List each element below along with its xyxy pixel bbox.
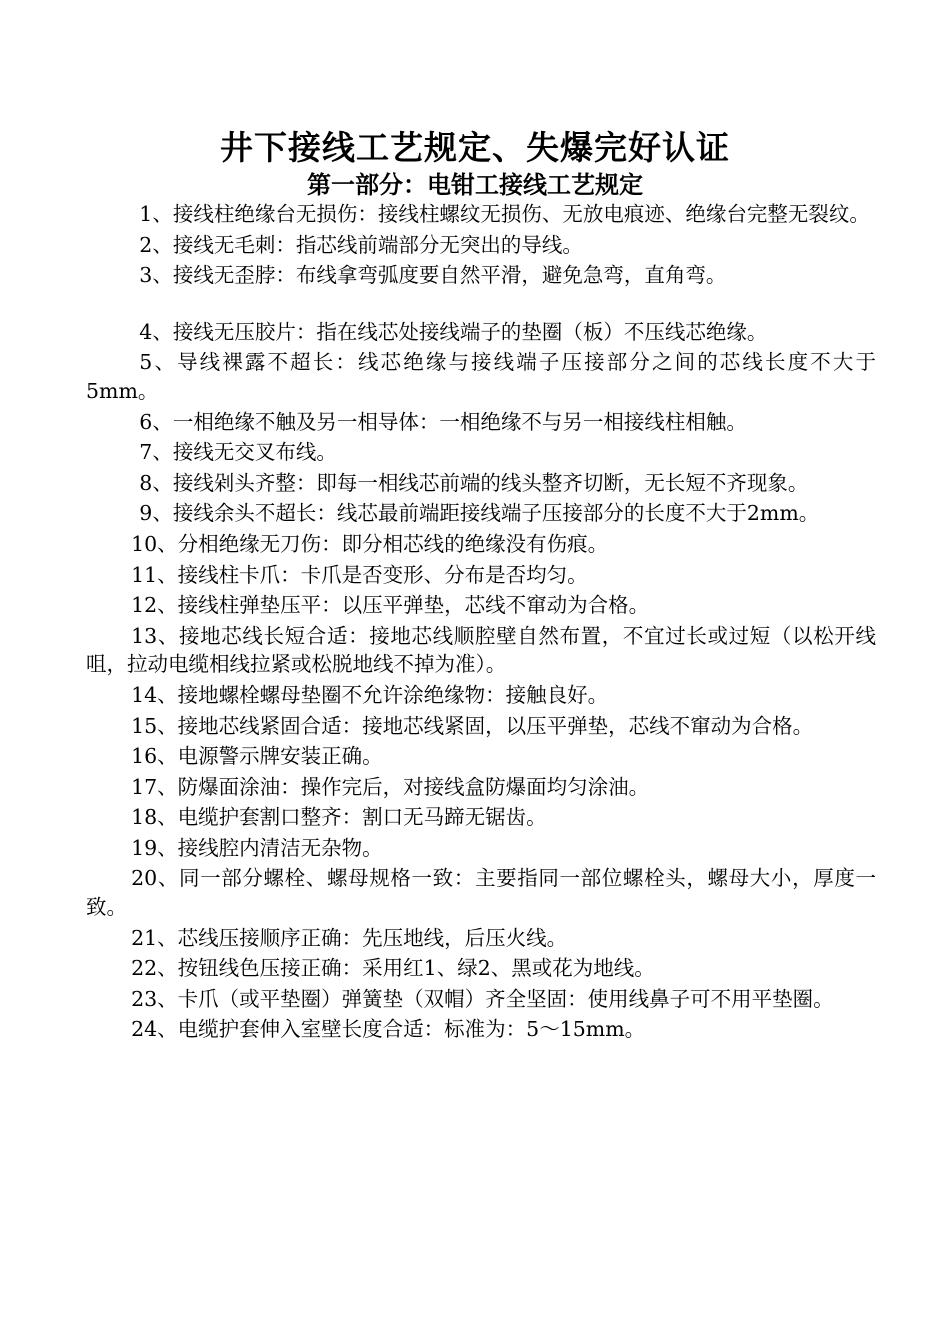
rule-item: 2、接线无毛刺：指芯线前端部分无突出的导线。 (139, 232, 583, 257)
rule-item: 20、同一部分螺栓、螺母规格一致：主要指同一部位螺栓头，螺母大小，厚度一致。 (86, 866, 876, 920)
rule-item: 18、电缆护套割口整齐：割口无马蹄无锯齿。 (131, 805, 547, 830)
rule-item: 9、接线余头不超长：线芯最前端距接线端子压接部分的长度不大于2mm。 (139, 501, 820, 526)
rule-item: 22、按钮线色压接正确：采用红1、绿2、黑或花为地线。 (131, 956, 655, 981)
rule-item: 17、防爆面涂油：操作完后，对接线盒防爆面均匀涂油。 (131, 774, 650, 799)
rule-item: 19、接线腔内清洁无杂物。 (131, 835, 383, 860)
section-title: 第一部分：电钳工接线工艺规定 (307, 171, 643, 199)
rule-item: 15、接地芯线紧固合适：接地芯线紧固，以压平弹垫，芯线不窜动为合格。 (131, 713, 814, 738)
rule-item: 11、接线柱卡爪：卡爪是否变形、分布是否均匀。 (131, 562, 588, 587)
rule-item: 10、分相绝缘无刀伤：即分相芯线的绝缘没有伤痕。 (131, 531, 609, 556)
rule-item: 23、卡爪（或平垫圈）弹簧垫（双帽）齐全坚固：使用线鼻子可不用平垫圈。 (131, 986, 834, 1011)
document-title: 井下接线工艺规定、失爆完好认证 (220, 128, 730, 167)
rule-item: 14、接地螺栓螺母垫圈不允许涂绝缘物：接触良好。 (131, 682, 609, 707)
rule-item: 12、接线柱弹垫压平：以压平弹垫，芯线不窜动为合格。 (131, 593, 650, 618)
rule-item: 3、接线无歪脖：布线拿弯弧度要自然平滑，避免急弯，直角弯。 (139, 263, 727, 288)
rule-item: 5、导线裸露不超长：线芯绝缘与接线端子压接部分之间的芯线长度不大于5mm。 (86, 350, 876, 403)
rule-item: 7、接线无交叉布线。 (139, 440, 337, 465)
rule-item: 4、接线无压胶片：指在线芯处接线端子的垫圈（板）不压线芯绝缘。 (139, 319, 768, 344)
rule-item: 1、接线柱绝缘台无损伤：接线柱螺纹无损伤、无放电痕迹、绝缘台完整无裂纹。 (139, 202, 870, 226)
rule-item: 16、电源警示牌安装正确。 (131, 744, 383, 769)
rule-item: 8、接线剁头齐整：即每一相线芯前端的线头整齐切断，无长短不齐现象。 (139, 470, 809, 495)
rules-list (86, 200, 876, 1046)
rule-item: 21、芯线压接顺序正确：先压地线，后压火线。 (131, 925, 568, 950)
rule-item: 13、接地芯线长短合适：接地芯线顺腔壁自然布置，不宜过长或过短（以松开线咀，拉动电缆相线拉紧或松脱地线不掉为准）。 (86, 623, 876, 677)
rule-item: 6、一相绝缘不触及另一相导体：一相绝缘不与另一相接线柱相触。 (139, 409, 747, 434)
rule-item: 24、电缆护套伸入室壁长度合适：标准为：5～15mm。 (131, 1017, 646, 1042)
